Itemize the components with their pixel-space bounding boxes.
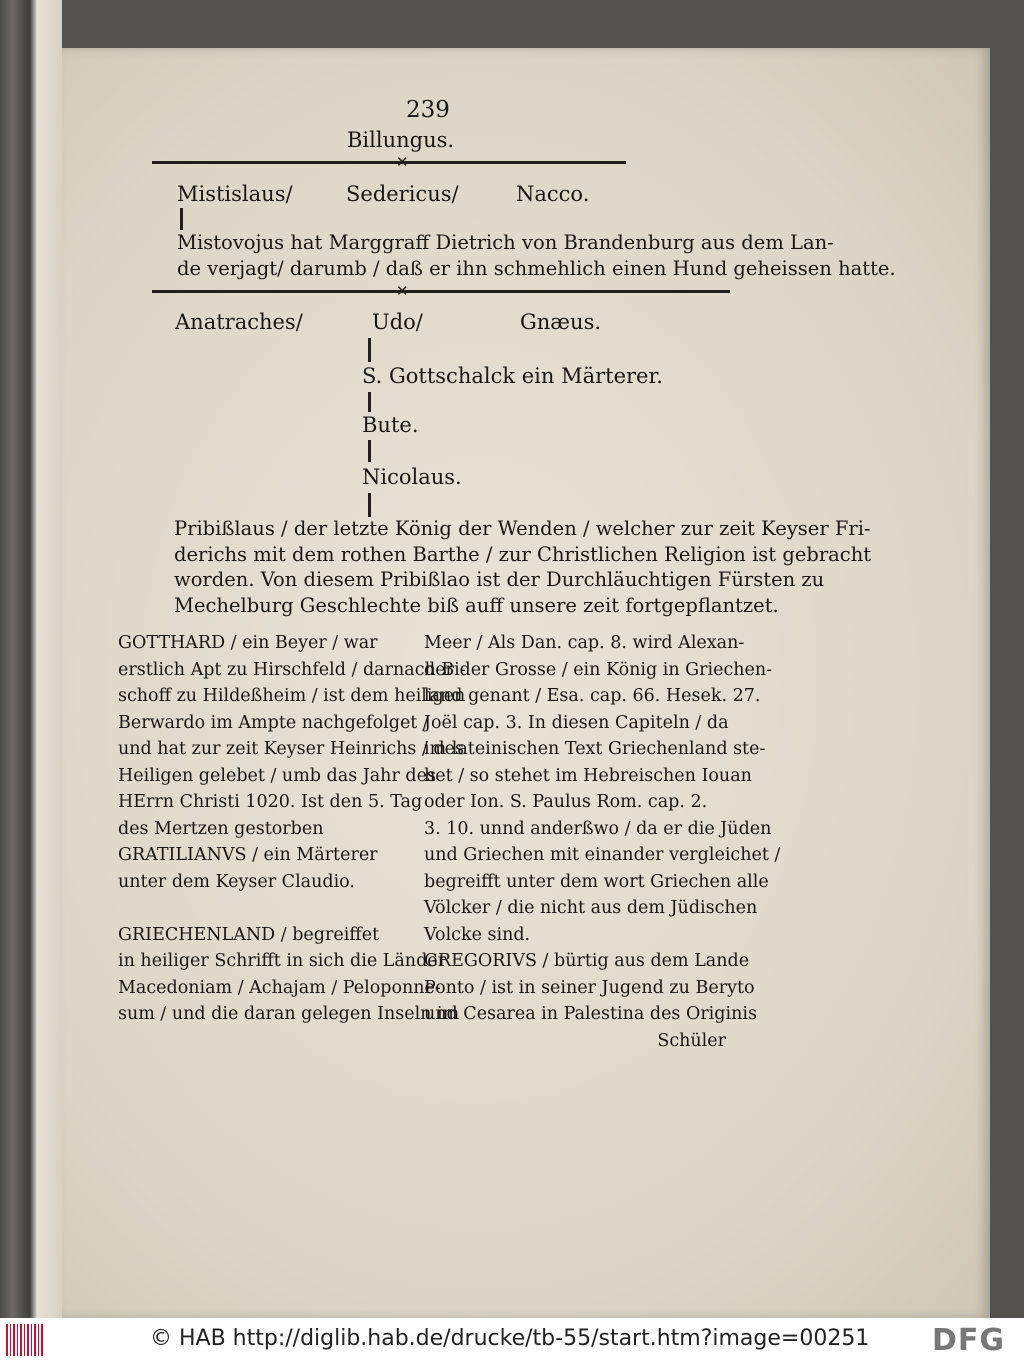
child-name-2: Sedericus/ bbox=[346, 182, 459, 206]
child-name-4: Anatraches/ bbox=[175, 310, 303, 334]
descendant-nicolaus: Nicolaus. bbox=[362, 465, 462, 489]
text-column-right: Meer / Als Dan. cap. 8. wird Alexan- der der Grosse / ein König in Griechen- land genant / Esa. cap. 66. Hesek. 27. Joël cap. 3. In diesen Capiteln / da im lateinischen Text Griechenland ste- het / so stehet im Hebreischen Iouan oder Ion. S. Paulus Rom. cap. 2. 3. 10. unnd anderßwo / da er die Jüden und Griechen mit einander vergleichet / begreifft unter dem wort Griechen alle Völcker / die nicht aus dem Jüdischen Volcke sind. GREGORIVS / bürtig aus dem Lande Ponto / ist in seiner Jugend zu Beryto und Cesarea in Palestina des Originis Schüler bbox=[424, 633, 781, 1051]
mistovojus-note: Mistovojus hat Marggraff Dietrich von Brandenburg aus dem Lan- de verjagt/ darumb / daß er ihn schmehlich einen Hund geheissen hatte. bbox=[177, 231, 896, 280]
descendant-gottschalck: S. Gottschalck ein Märterer. bbox=[362, 364, 663, 388]
book-left-edge bbox=[0, 0, 62, 1318]
lineage-connector bbox=[368, 493, 371, 517]
lineage-connector bbox=[368, 440, 371, 462]
genealogy-rule-1: ✕ bbox=[152, 161, 626, 164]
genealogy-rule-2: ✕ bbox=[152, 290, 730, 293]
child-name-1: Mistislaus/ bbox=[177, 182, 293, 206]
genealogy-heading: Billungus. bbox=[347, 128, 455, 152]
footer-bar bbox=[0, 1318, 1024, 1362]
child-name-6: Gnæus. bbox=[520, 310, 602, 334]
lineage-connector bbox=[180, 208, 183, 230]
text-column-left: GOTTHARD / ein Beyer / war erstlich Apt zu Hirschfeld / darnach Bi- schoff zu Hildeßheim / ist dem heiligen Berwardo im Ampte nachgefolget / und hat zur zeit Keyser Heinrichs / des Heiligen gelebet / umb das Jahr des HErrn Christi 1020. Ist den 5. Tag des Mertzen gestorben GRATILIANVS / ein Märterer unter dem Keyser Claudio. GRIECHENLAND / begreiffet in heiliger Schrifft in sich die Länder Macedoniam / Achajam / Peloponne- sum / und die daran gelegen Inseln im bbox=[118, 633, 466, 1024]
child-name-5: Udo/ bbox=[372, 310, 423, 334]
child-name-3: Nacco. bbox=[516, 182, 590, 206]
copyright-link[interactable]: © HAB http://diglib.hab.de/drucke/tb-55/start.htm?image=00251 bbox=[150, 1326, 870, 1351]
descendant-bute: Bute. bbox=[362, 413, 419, 437]
lineage-connector bbox=[368, 392, 371, 412]
page-number: 239 bbox=[406, 97, 450, 123]
hab-barcode-logo bbox=[6, 1324, 44, 1356]
lineage-connector bbox=[368, 338, 371, 362]
pribislaus-note: Pribißlaus / der letzte König der Wenden / welcher zur zeit Keyser Fri- derichs mit dem rothen Barthe / zur Christlichen Religion ist gebracht worden. Von diesem Pribißlao ist der Durchläuchtigen Fürsten zu Mechelburg Geschlechte biß auff unsere zeit fortgepflantzet. bbox=[174, 517, 872, 617]
dfg-logo: DFG bbox=[932, 1323, 1006, 1358]
